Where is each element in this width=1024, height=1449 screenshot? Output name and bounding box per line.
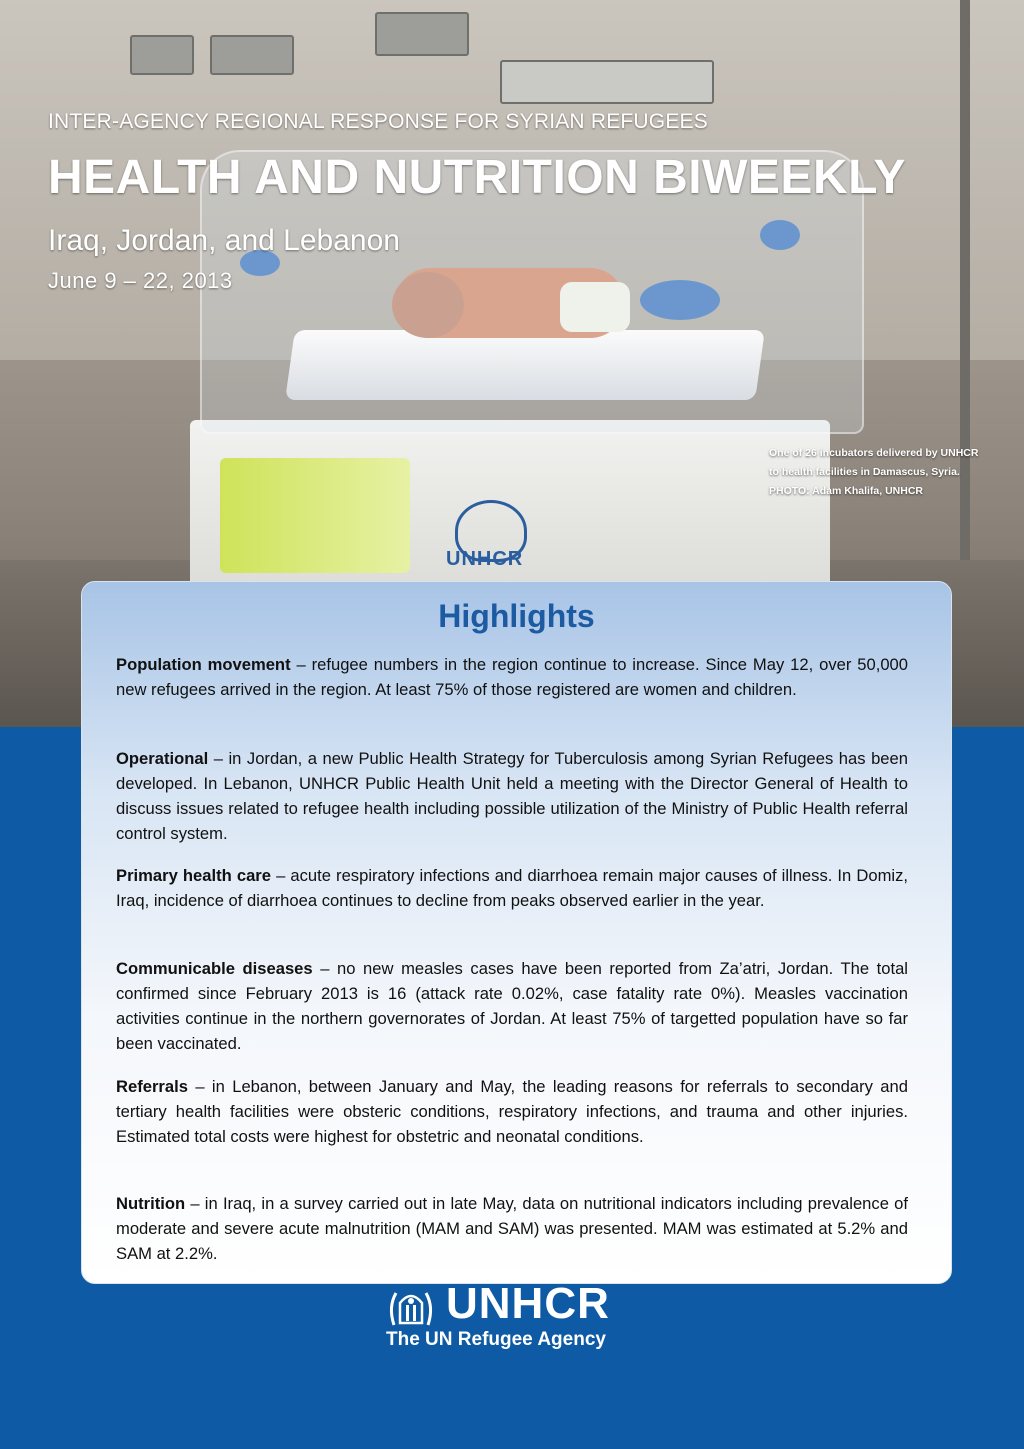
unhcr-footer-logo bbox=[386, 1279, 636, 1355]
wall-socket-panel bbox=[375, 12, 469, 56]
monitor-device bbox=[500, 60, 714, 104]
diaper bbox=[560, 282, 630, 332]
highlight-label: Referrals bbox=[116, 1077, 188, 1096]
caption-line: One of 26 incubators delivered by UNHCR bbox=[769, 447, 979, 459]
highlight-label: Population movement bbox=[116, 655, 291, 674]
report-kicker: INTER-AGENCY REGIONAL RESPONSE FOR SYRIAN REFUGEES bbox=[48, 110, 708, 133]
highlight-primary-health-care bbox=[116, 863, 908, 913]
highlight-label: Operational bbox=[116, 749, 209, 768]
highlight-text: – refugee numbers in the region continue to increase. Since May 12, over 50,000 new refugees arrived in the region. At least 75% of those registered are women and children. bbox=[116, 655, 909, 699]
incubator-mattress bbox=[285, 330, 765, 400]
unhcr-emblem-icon bbox=[386, 1285, 436, 1329]
highlight-label: Communicable diseases bbox=[116, 959, 313, 978]
photo-caption bbox=[769, 444, 1019, 501]
highlight-label: Nutrition bbox=[116, 1194, 186, 1213]
report-title: HEALTH AND NUTRITION BIWEEKLY bbox=[48, 151, 907, 204]
incubator-control-panel bbox=[220, 458, 410, 573]
highlights-card bbox=[81, 581, 952, 1284]
highlight-text: – in Jordan, a new Public Health Strategy for Tuberculosis among Syrian Refugees has been developed. In Lebanon, UNHCR Public Health Unit held a meeting with the Director General of Health to discuss issues related to refugee health including possible utilization of the Ministry of Public Health referral control system. bbox=[116, 749, 908, 843]
caption-line: to health facilities in Damascus, Syria. bbox=[769, 466, 960, 478]
newborn-head bbox=[392, 272, 464, 338]
highlight-operational bbox=[116, 746, 908, 846]
highlights-title: Highlights bbox=[438, 598, 595, 634]
report-dates: June 9 – 22, 2013 bbox=[48, 268, 233, 293]
incubator-porthole-cuff bbox=[760, 220, 800, 250]
highlight-text: – in Lebanon, between January and May, the leading reasons for referrals to secondary and tertiary health facilities were obsteric conditions, respiratory infections, and trauma and other injuries. Estimated total costs were highest for obstetric and neonatal conditions. bbox=[116, 1077, 908, 1146]
unhcr-wordmark: UNHCR bbox=[446, 1279, 610, 1328]
highlight-communicable-diseases bbox=[116, 956, 908, 1056]
wall-socket-panel bbox=[210, 35, 294, 75]
wall-socket-panel bbox=[130, 35, 194, 75]
highlight-referrals bbox=[116, 1074, 908, 1149]
unhcr-tagline: The UN Refugee Agency bbox=[386, 1329, 606, 1350]
highlight-population-movement bbox=[116, 652, 908, 702]
highlight-nutrition bbox=[116, 1191, 908, 1266]
incubator-logo-text: UNHCR bbox=[446, 548, 524, 570]
caption-credit: PHOTO: Adam Khalifa, UNHCR bbox=[769, 485, 924, 497]
report-countries: Iraq, Jordan, and Lebanon bbox=[48, 224, 400, 257]
highlight-text: – no new measles cases have been reported from Za’atri, Jordan. The total confirmed since February 2013 is 16 (attack rate 0.02%, case fatality rate 0%). Measles vaccination activities continue in the northern governorates of Jordan. At least 75% of targetted population have so far been vaccinated. bbox=[116, 959, 908, 1053]
highlight-text: – in Iraq, in a survey carried out in late May, data on nutritional indicators including prevalence of moderate and severe acute malnutrition (MAM and SAM) was presented. MAM was estimated at 5.2% and SAM at 2.2%. bbox=[116, 1194, 908, 1263]
highlight-text: – acute respiratory infections and diarrhoea remain major causes of illness. In Domiz, Iraq, incidence of diarrhoea continues to decline from peaks observed earlier in the year. bbox=[116, 866, 908, 910]
highlight-label: Primary health care bbox=[116, 866, 271, 885]
incubator-porthole-cuff bbox=[640, 280, 720, 320]
